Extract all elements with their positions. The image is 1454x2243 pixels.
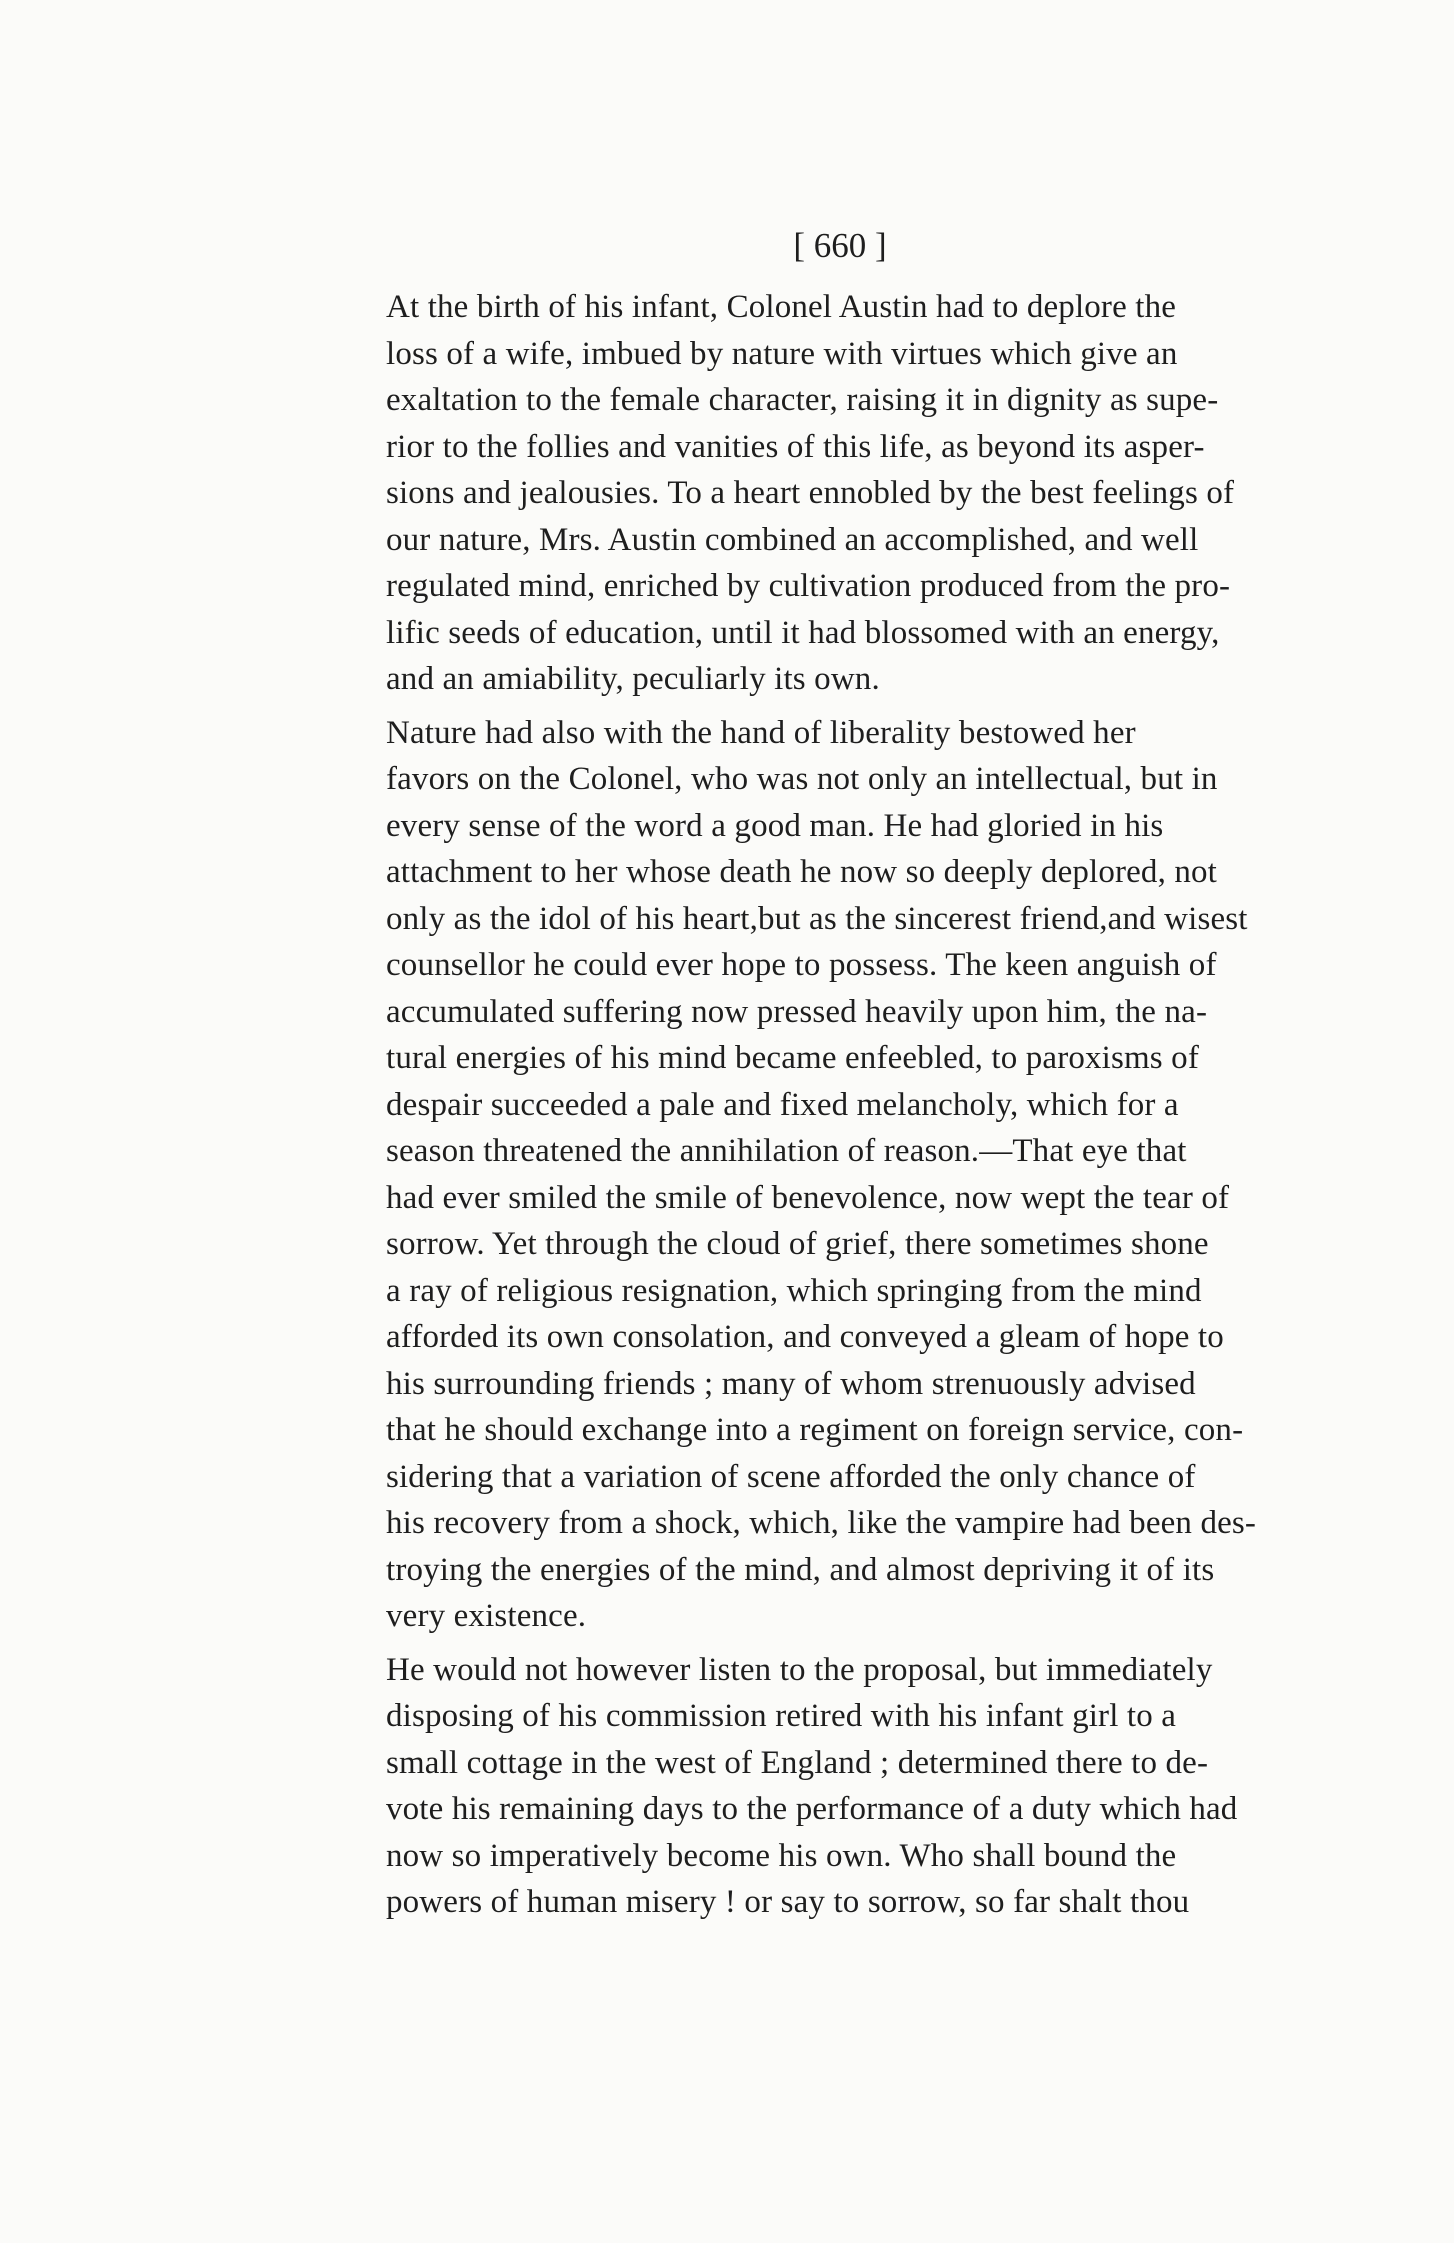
- text-line: Nature had also with the hand of liberality bestowed her: [386, 714, 1136, 751]
- text-line: his surrounding friends ; many of whom strenuously advised: [386, 1365, 1196, 1402]
- paragraph-1: [360, 284, 1290, 703]
- text-line: a ray of religious resignation, which springing from the mind: [386, 1272, 1202, 1309]
- text-line: regulated mind, enriched by cultivation produced from the pro-: [386, 568, 1231, 604]
- text-line: powers of human misery ! or say to sorrow, so far shalt thou: [386, 1884, 1190, 1920]
- text-line: had ever smiled the smile of benevolence, now wept the tear of: [386, 1179, 1230, 1216]
- text-line: At the birth of his infant, Colonel Austin had to deplore the: [386, 289, 1177, 325]
- text-block: [360, 226, 1290, 1933]
- text-line: favors on the Colonel, who was not only an intellectual, but in: [386, 761, 1218, 797]
- text-line: and an amiability, peculiarly its own.: [386, 661, 880, 697]
- text-line: lific seeds of education, until it had blossomed with an energy,: [386, 614, 1220, 651]
- text-line: He would not however listen to the proposal, but immediately: [386, 1651, 1213, 1688]
- paragraph-3: [360, 1647, 1290, 1926]
- text-line: tural energies of his mind became enfeebled, to paroxisms of: [386, 1040, 1199, 1076]
- text-line: rior to the follies and vanities of this life, as beyond its asper-: [386, 428, 1205, 465]
- text-line: sions and jealousies. To a heart ennobled by the best feelings of: [386, 475, 1235, 511]
- text-line: sidering that a variation of scene afforded the only chance of: [386, 1458, 1196, 1495]
- text-line: afforded its own consolation, and conveyed a gleam of hope to: [386, 1319, 1224, 1355]
- text-line: disposing of his commission retired with his infant girl to a: [386, 1698, 1177, 1734]
- text-line: troying the energies of the mind, and almost depriving it of its: [386, 1551, 1215, 1588]
- text-line: now so imperatively become his own. Who shall bound the: [386, 1837, 1177, 1874]
- text-line: exaltation to the female character, raising it in dignity as supe-: [386, 382, 1219, 418]
- text-line: his recovery from a shock, which, like the vampire had been des-: [386, 1505, 1257, 1541]
- page-number: [ 660 ]: [793, 226, 887, 265]
- text-line: every sense of the word a good man. He had gloried in his: [386, 807, 1164, 844]
- text-line: very existence.: [386, 1598, 587, 1634]
- text-line: only as the idol of his heart,but as the sincerest friend,and wisest: [386, 900, 1248, 937]
- text-line: sorrow. Yet through the cloud of grief, there sometimes shone: [386, 1226, 1209, 1262]
- text-line: our nature, Mrs. Austin combined an accomplished, and well: [386, 521, 1199, 558]
- text-line: that he should exchange into a regiment on foreign service, con-: [386, 1412, 1244, 1448]
- text-line: season threatened the annihilation of reason.—That eye that: [386, 1133, 1187, 1169]
- text-line: attachment to her whose death he now so deeply deplored, not: [386, 854, 1218, 890]
- text-line: loss of a wife, imbued by nature with virtues which give an: [386, 335, 1178, 372]
- text-line: accumulated suffering now pressed heavily upon him, the na-: [386, 993, 1208, 1030]
- paragraph-2: [360, 710, 1290, 1640]
- text-line: small cottage in the west of England ; determined there to de-: [386, 1744, 1209, 1781]
- text-line: vote his remaining days to the performance of a duty which had: [386, 1791, 1238, 1827]
- text-line: despair succeeded a pale and fixed melancholy, which for a: [386, 1086, 1179, 1123]
- text-line: counsellor he could ever hope to possess. The keen anguish of: [386, 947, 1217, 983]
